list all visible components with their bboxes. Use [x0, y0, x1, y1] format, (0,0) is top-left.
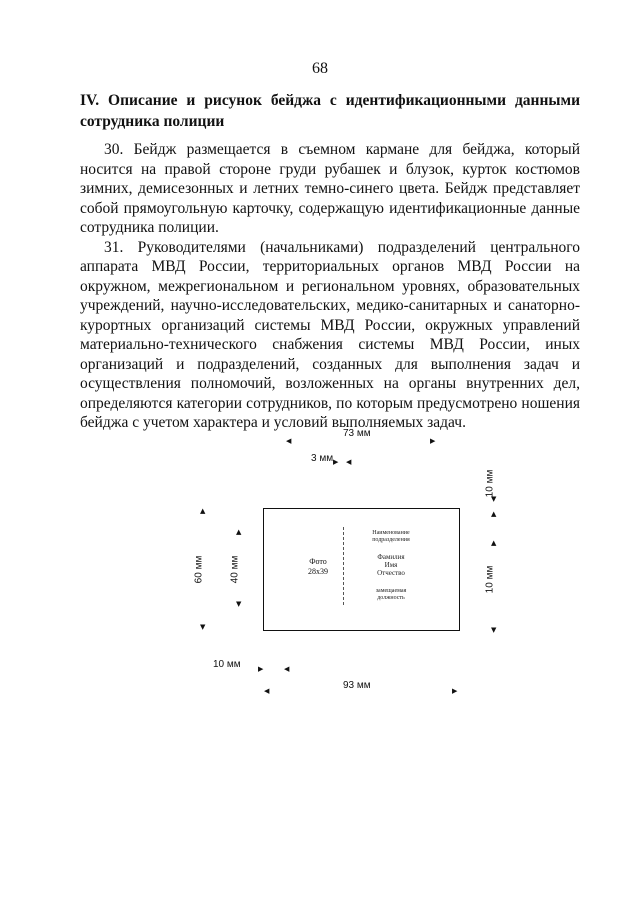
arrow-left-icon: ◀ [346, 458, 352, 466]
paragraph-31: 31. Руководителями (начальниками) подразделений центрального аппарата МВД России, территориальных органов МВД России на окружном, межрегиональном и региональном уровнях, образовательных учреждений, научно-исследовательских, медико-санитарных и санаторно-курортных организаций системы МВД России, окружных управлений материально-технического снабжения системы МВД России, иных организаций и подразделений, созданных для выполнения задач и осуществления полномочий, возложенных на органы внутренних дел, определяются категории сотрудников, по которым предусмотрено ношения бейджа с учетом характера и условий выполняемых задач. [80, 238, 580, 431]
arrow-up-icon: ▲ [236, 528, 242, 536]
arrow-down-icon: ▼ [236, 600, 242, 608]
page-number: 68 [312, 60, 328, 77]
dim-right: 10 мм [484, 565, 496, 594]
body-text [80, 140, 580, 433]
firstname-label: Имя [384, 561, 398, 569]
surname-label: Фамилия [377, 553, 405, 561]
paragraph-30: 30. Бейдж размещается в съемном кармане для бейджа, который носится на правой стороне груди рубашек и блузок, курток костюмов зимних, демисезонных и летних темно-синего цвета. Бейдж представляет собой прямоугольную карточку, содержащую идентификационные данные сотрудника полиции. [80, 141, 580, 236]
arrow-right-icon: ▶ [258, 665, 264, 673]
arrow-down-icon: ▼ [200, 623, 206, 631]
dept-label: Наименование подразделения [372, 530, 410, 543]
arrow-up-icon: ▲ [491, 510, 497, 518]
photo-size: 28x39 [308, 567, 328, 576]
dim-bottom-small: 10 мм [213, 659, 241, 670]
arrow-left-icon: ◀ [286, 437, 292, 445]
arrow-right-icon: ▶ [452, 687, 458, 695]
arrow-right-icon: ▶ [430, 437, 436, 445]
dim-bottom-width: 93 мм [343, 680, 371, 691]
arrow-down-icon: ▼ [491, 626, 497, 634]
dim-top-gap: 3 мм [311, 453, 334, 464]
dim-top-right: 10 мм [484, 469, 496, 498]
arrow-right-icon: ▶ [333, 458, 339, 466]
patronymic-label: Отчество [377, 569, 405, 577]
arrow-up-icon: ▲ [200, 507, 206, 515]
dim-left-inner: 40 мм [229, 555, 241, 584]
dim-left-outer: 60 мм [193, 555, 205, 584]
arrow-down-icon: ▼ [491, 495, 497, 503]
arrow-left-icon: ◀ [284, 665, 290, 673]
separator-line [343, 527, 344, 605]
dim-top-width: 73 мм [343, 428, 371, 439]
photo-label: Фото [309, 557, 327, 566]
position-label: замещаемая должность [375, 588, 407, 601]
photo-placeholder [300, 557, 336, 577]
section-title: IV. Описание и рисунок бейджа с идентификационными данными сотрудника полиции [80, 92, 580, 130]
arrow-up-icon: ▲ [491, 539, 497, 547]
name-block [362, 553, 420, 577]
arrow-left-icon: ◀ [264, 687, 270, 695]
